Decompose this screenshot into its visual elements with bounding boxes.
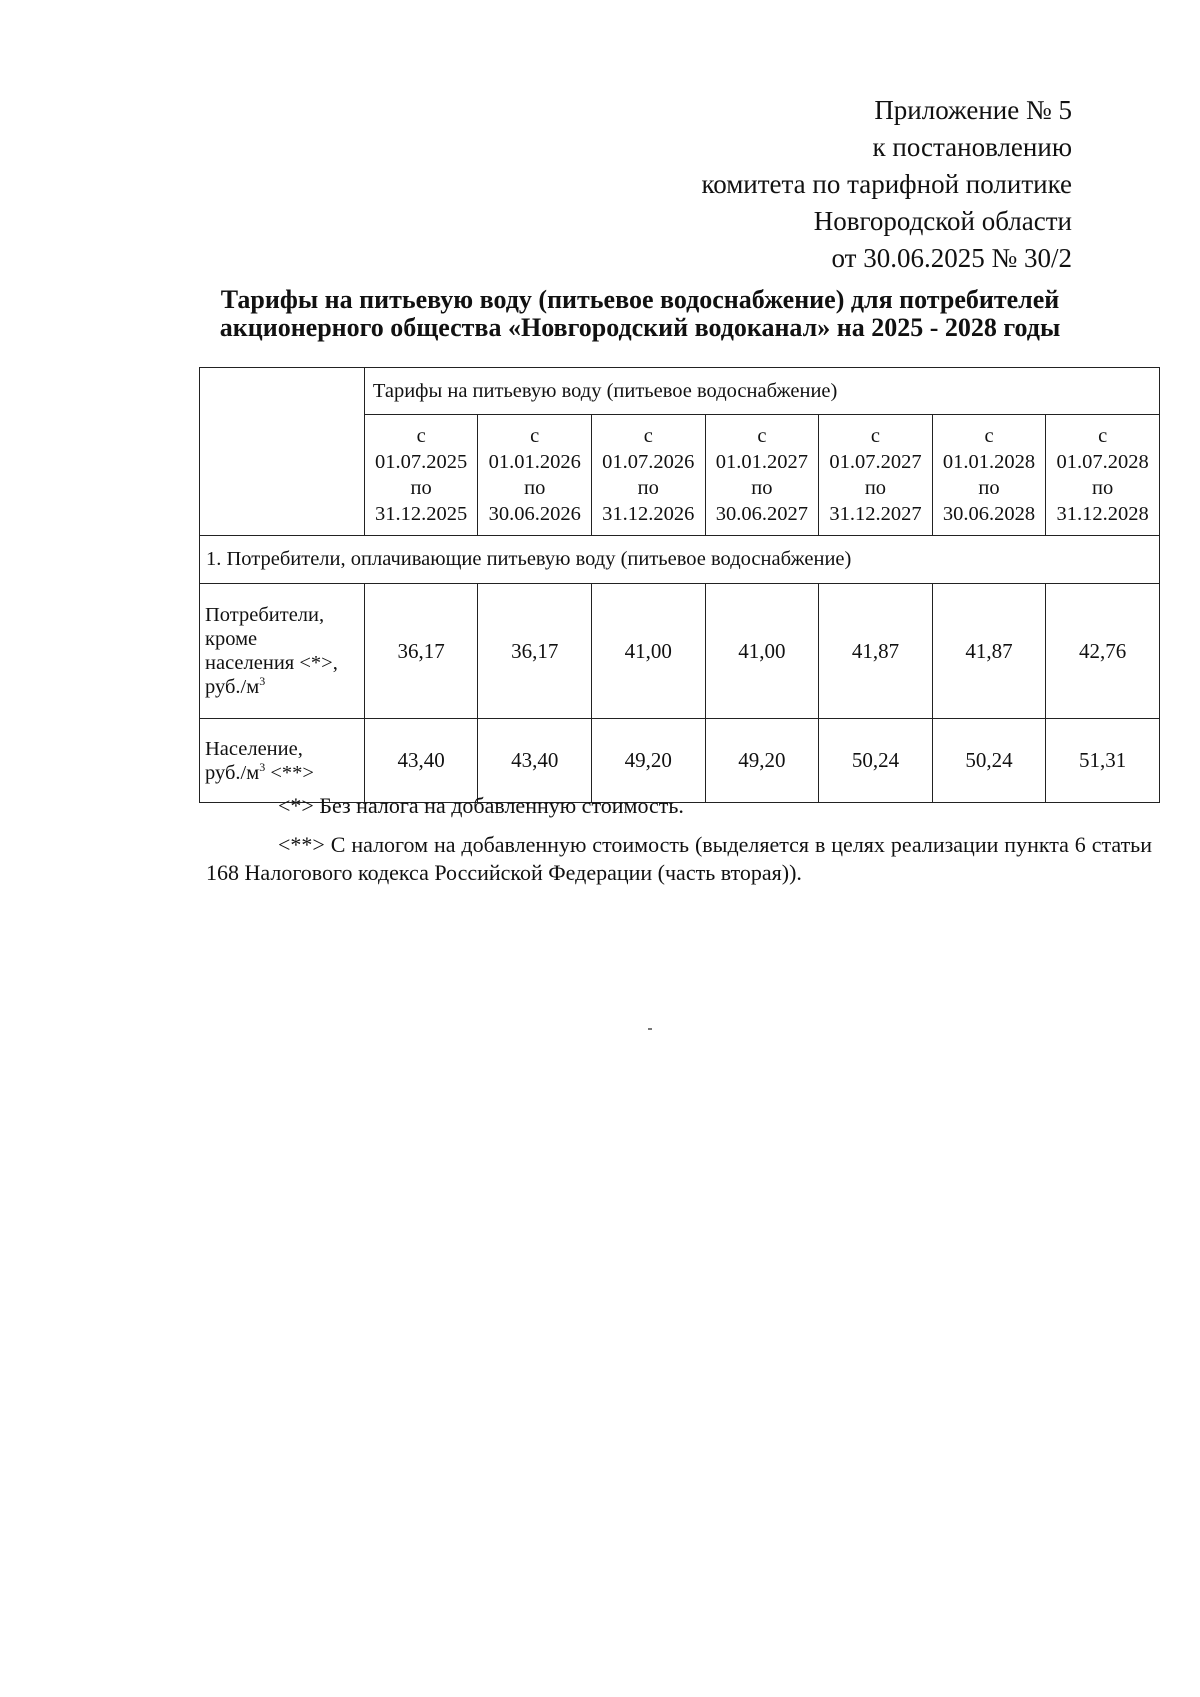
- section-row: [200, 536, 1160, 584]
- period-cell: с 01.01.2027 по 30.06.2027: [705, 415, 819, 536]
- footnote-1: <*> Без налога на добавленную стоимость.: [278, 793, 684, 818]
- tariff-value-cell: 42,76: [1046, 584, 1160, 719]
- tariff-value-cell: 43,40: [364, 719, 478, 803]
- tariff-value-cell: 50,24: [932, 719, 1046, 803]
- empty-corner-cell: [200, 368, 365, 536]
- tariff-value-cell: 41,00: [592, 584, 706, 719]
- section-cell: 1. Потребители, оплачивающие питьевую воду (питьевое водоснабжение): [200, 536, 1160, 584]
- period-cell: с 01.07.2028 по 31.12.2028: [1046, 415, 1160, 536]
- table-row: [200, 584, 1160, 719]
- period-cell: с 01.07.2026 по 31.12.2026: [592, 415, 706, 536]
- scan-speck: [648, 1028, 652, 1030]
- appendix-line: Новгородской области: [813, 206, 1072, 236]
- tariff-value-cell: 41,00: [705, 584, 819, 719]
- tariff-value-cell: 36,17: [478, 584, 592, 719]
- document-title: [150, 286, 1130, 342]
- tariff-value-cell: 49,20: [592, 719, 706, 803]
- appendix-line: к постановлению: [872, 132, 1072, 162]
- footnote-2: <**> С налогом на добавленную стоимость (выделяется в целях реализации пункта 6 статьи 168 Налогового кодекса Российской Федерации (часть вторая)).: [206, 832, 1152, 885]
- period-cell: с 01.01.2026 по 30.06.2026: [478, 415, 592, 536]
- row-label-cell: Население, $руб./м^3$ <**>: [200, 719, 365, 803]
- tariff-value-cell: 36,17: [364, 584, 478, 719]
- table-row: [200, 719, 1160, 803]
- tariff-value-cell: 41,87: [819, 584, 933, 719]
- period-cell: с 01.07.2027 по 31.12.2027: [819, 415, 933, 536]
- group-header-cell: Тарифы на питьевую воду (питьевое водоснабжение): [364, 368, 1159, 415]
- tariff-value-cell: 51,31: [1046, 719, 1160, 803]
- appendix-line: от 30.06.2025 № 30/2: [831, 243, 1072, 273]
- footnotes: [206, 792, 1152, 898]
- tariff-value-cell: 50,24: [819, 719, 933, 803]
- period-cell: с 01.01.2028 по 30.06.2028: [932, 415, 1046, 536]
- table-header-row: [200, 368, 1160, 415]
- appendix-line: Приложение № 5: [874, 95, 1072, 125]
- tariff-value-cell: 43,40: [478, 719, 592, 803]
- tariff-value-cell: 41,87: [932, 584, 1046, 719]
- appendix-line: комитета по тарифной политике: [701, 169, 1072, 199]
- period-cell: с 01.07.2025 по 31.12.2025: [364, 415, 478, 536]
- title-line: акционерного общества «Новгородский водоканал» на 2025 - 2028 годы: [219, 313, 1061, 342]
- tariff-value-cell: 49,20: [705, 719, 819, 803]
- title-line: Тарифы на питьевую воду (питьевое водоснабжение) для потребителей: [220, 285, 1060, 314]
- tariff-table: [199, 367, 1160, 803]
- appendix-header: [701, 92, 1072, 277]
- row-label-cell: Потребители, кроме населения <*>, $руб./м^3$: [200, 584, 365, 719]
